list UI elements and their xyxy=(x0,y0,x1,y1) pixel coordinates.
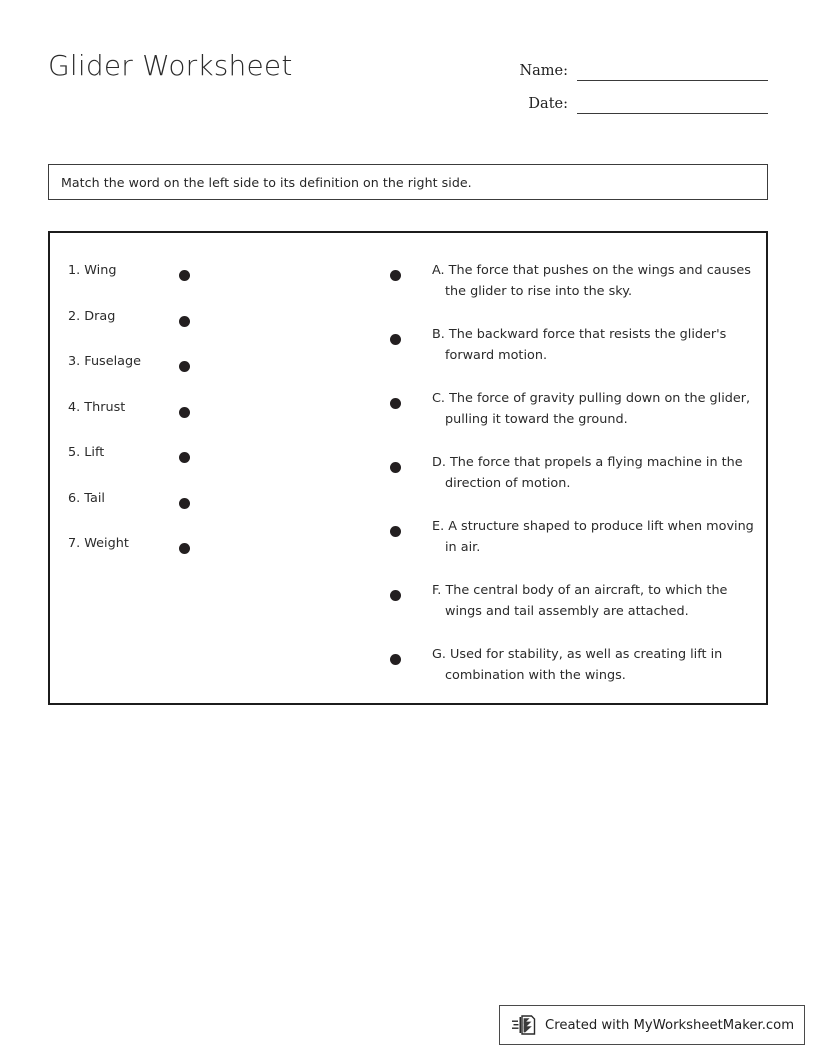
definition-text: C. The force of gravity pulling down on the glider, pulling it toward the ground. xyxy=(432,391,751,427)
term-row xyxy=(68,354,248,369)
definition-match-dot[interactable] xyxy=(390,458,401,477)
term-row xyxy=(68,400,248,415)
definition-match-dot[interactable] xyxy=(390,330,401,349)
definition-match-dot[interactable] xyxy=(390,650,401,669)
page-title: Glider Worksheet xyxy=(48,49,293,82)
term-match-dot[interactable] xyxy=(179,448,190,467)
term-row xyxy=(68,536,248,551)
term-label: 1. Wing xyxy=(68,263,117,278)
definition-text: D. The force that propels a flying machine in the direction of motion. xyxy=(432,455,743,491)
name-field-label: Name: xyxy=(519,63,568,79)
term-label: 5. Lift xyxy=(68,445,105,460)
definition-match-dot[interactable] xyxy=(390,266,401,285)
name-field-input[interactable] xyxy=(577,61,768,81)
student-fields xyxy=(468,48,768,114)
term-label: 6. Tail xyxy=(68,490,105,506)
term-match-dot[interactable] xyxy=(179,539,190,558)
term-row xyxy=(68,491,248,506)
definition-text: B. The backward force that resists the glider's forward motion. xyxy=(432,327,727,363)
worksheet-maker-logo-icon xyxy=(512,1013,538,1037)
definition-text: G. Used for stability, as well as creating lift in combination with the wings. xyxy=(432,647,723,683)
term-match-dot[interactable] xyxy=(179,403,190,422)
definition-text: E. A structure shaped to produce lift when moving in air. xyxy=(432,519,754,555)
footer-attribution-badge[interactable] xyxy=(499,1005,805,1045)
term-label: 7. Weight xyxy=(68,536,129,551)
definition-match-dot[interactable] xyxy=(390,522,401,541)
instruction-text: Match the word on the left side to its definition on the right side. xyxy=(61,174,472,190)
term-match-dot[interactable] xyxy=(179,266,190,285)
definition-text: A. The force that pushes on the wings and causes the glider to rise into the sky. xyxy=(432,263,751,299)
instruction-box xyxy=(48,164,768,200)
term-row xyxy=(68,445,248,460)
date-field-input[interactable] xyxy=(577,94,768,114)
term-label: 4. Thrust xyxy=(68,399,126,415)
term-row xyxy=(68,309,248,324)
matching-exercise-box xyxy=(48,231,768,705)
name-field-row xyxy=(468,48,768,81)
term-match-dot[interactable] xyxy=(179,494,190,513)
date-field-label: Date: xyxy=(528,96,568,112)
term-match-dot[interactable] xyxy=(179,312,190,331)
term-row xyxy=(68,263,248,278)
definition-text: F. The central body of an aircraft, to which the wings and tail assembly are attached. xyxy=(432,583,728,619)
term-label: 2. Drag xyxy=(68,308,116,324)
term-match-dot[interactable] xyxy=(179,357,190,376)
date-field-row xyxy=(468,81,768,114)
definition-match-dot[interactable] xyxy=(390,586,401,605)
definition-match-dot[interactable] xyxy=(390,394,401,413)
term-label: 3. Fuselage xyxy=(68,354,141,369)
footer-attribution-text: Created with MyWorksheetMaker.com xyxy=(545,1017,795,1033)
